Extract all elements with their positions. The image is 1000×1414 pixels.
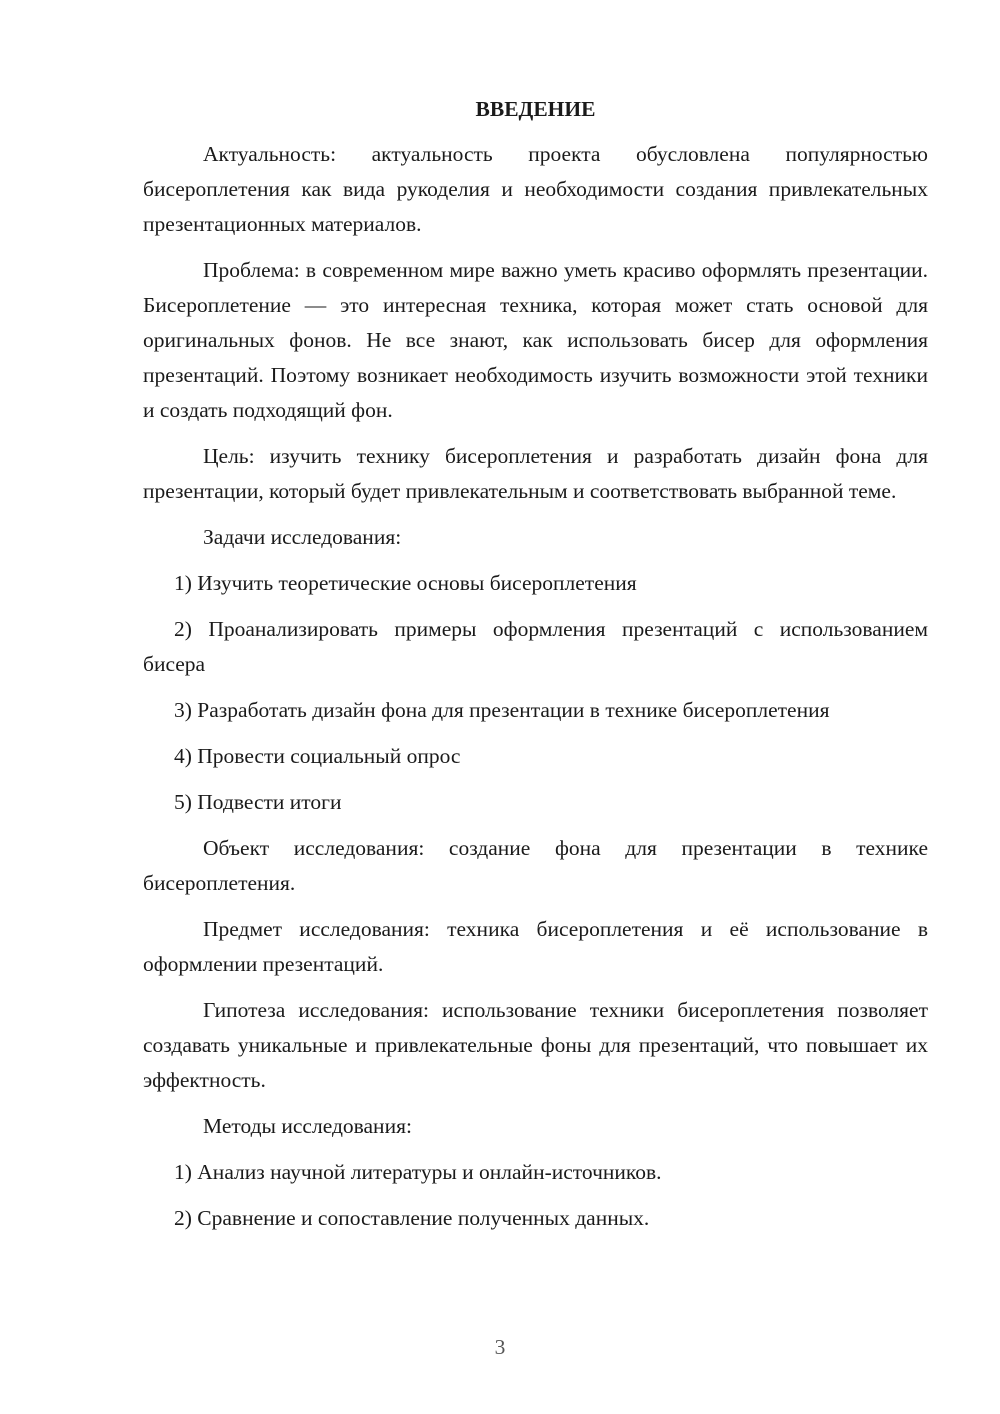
- problem-paragraph: Проблема: в современном мире важно уметь красиво оформлять презентации. Бисероплетение — это интересная техника, которая может стать основой для оригинальных фонов. Не все знают, как использовать бисер для оформления презентаций. Поэтому возникает необходимость изучить возможности этой техники и создать подходящий фон.: [143, 258, 928, 422]
- page-title: ВВЕДЕНИЕ: [475, 97, 596, 121]
- tasks-heading: Задачи исследования:: [203, 525, 402, 549]
- goal-paragraph: Цель: изучить технику бисероплетения и разработать дизайн фона для презентации, который будет привлекательным и соответствовать выбранной теме.: [143, 444, 928, 503]
- method-item: 1) Анализ научной литературы и онлайн-источников.: [174, 1160, 662, 1184]
- task-item: 1) Изучить теоретические основы бисероплетения: [174, 571, 637, 595]
- methods-heading: Методы исследования:: [203, 1114, 412, 1138]
- page-content: [143, 92, 928, 1247]
- method-item: 2) Сравнение и сопоставление полученных данных.: [174, 1206, 650, 1230]
- relevance-paragraph: Актуальность: актуальность проекта обусловлена популярностью бисероплетения как вида рукоделия и необходимости создания привлекательных презентационных материалов.: [143, 142, 928, 236]
- page-number: 3: [494, 1335, 506, 1359]
- hypothesis-paragraph: Гипотеза исследования: использование техники бисероплетения позволяет создавать уникальные и привлекательные фоны для презентаций, что повышает их эффектность.: [143, 998, 928, 1092]
- subject-paragraph: Предмет исследования: техника бисероплетения и её использование в оформлении презентаций.: [143, 917, 928, 976]
- task-item: 4) Провести социальный опрос: [174, 744, 461, 768]
- task-item: 3) Разработать дизайн фона для презентации в технике бисероплетения: [174, 698, 830, 722]
- object-paragraph: Объект исследования: создание фона для презентации в технике бисероплетения.: [143, 836, 928, 895]
- task-item: 5) Подвести итоги: [174, 790, 342, 814]
- task-item: 2) Проанализировать примеры оформления презентаций с использованием бисера: [143, 617, 928, 676]
